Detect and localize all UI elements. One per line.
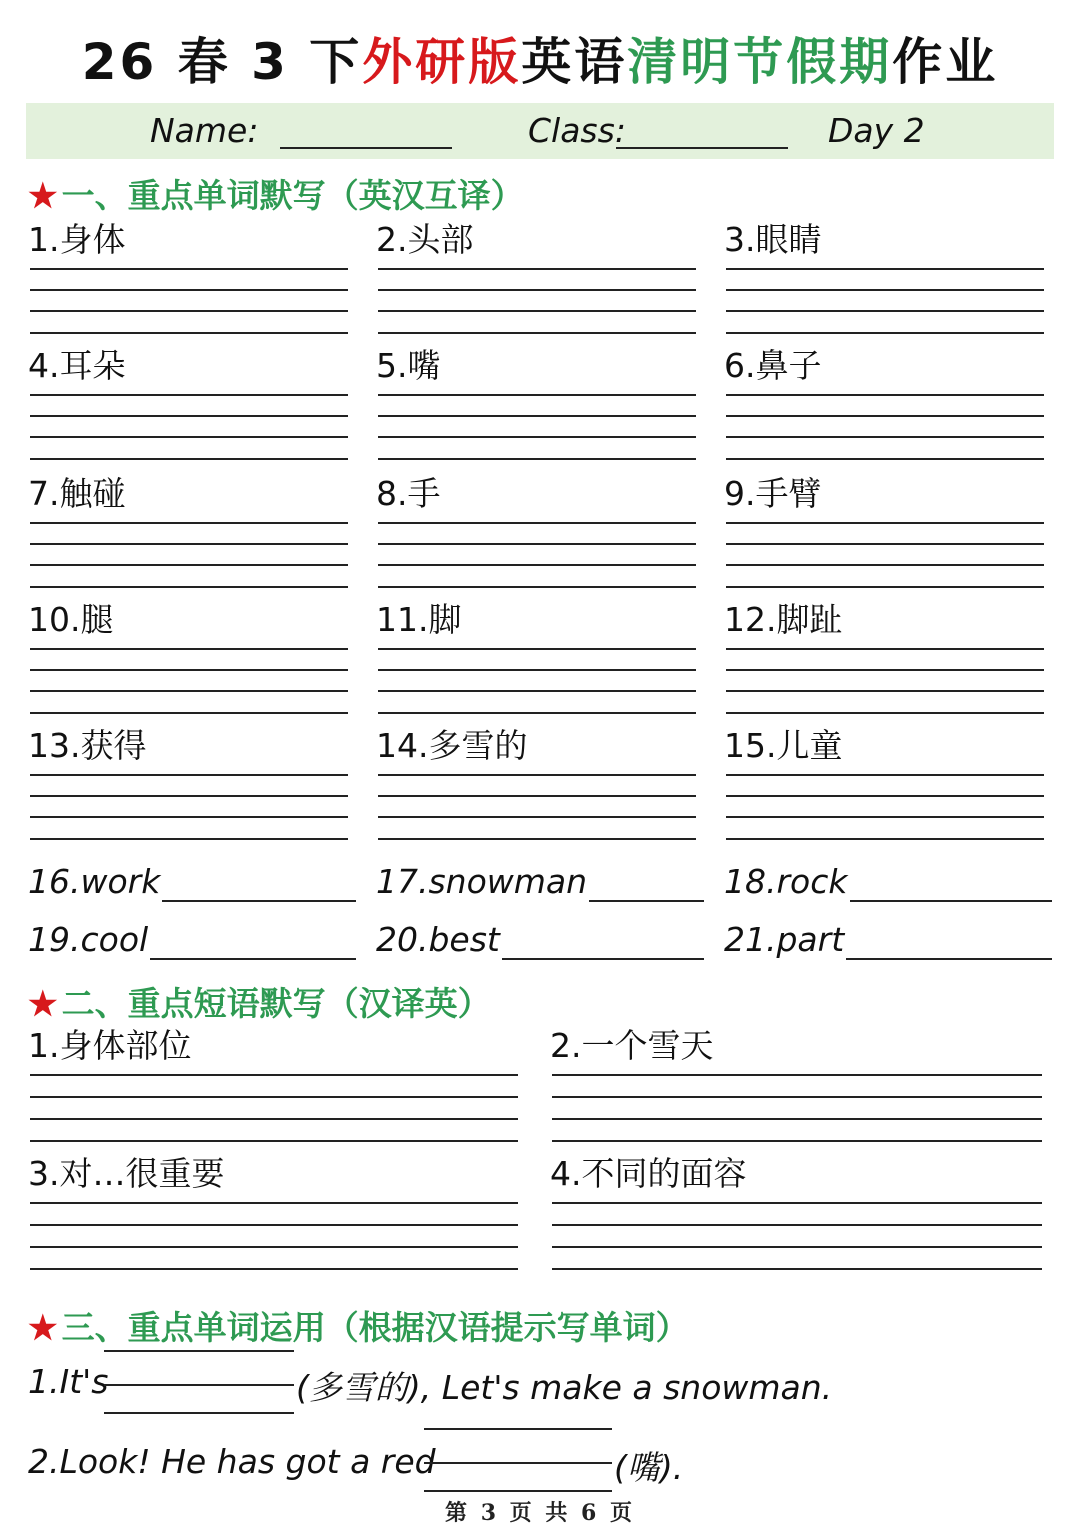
page-title bbox=[0, 22, 1080, 94]
answer-line[interactable] bbox=[424, 1490, 612, 1492]
title-part-holiday: 清明节假期 bbox=[627, 33, 893, 91]
answer-line[interactable] bbox=[30, 816, 348, 818]
star-icon: ★ bbox=[28, 1308, 58, 1347]
answer-line[interactable] bbox=[726, 458, 1044, 460]
word-prompt: 20.best bbox=[376, 920, 500, 959]
answer-line[interactable] bbox=[552, 1118, 1042, 1120]
word-prompt: 4.耳朵 bbox=[28, 346, 126, 385]
name-class-bar bbox=[26, 103, 1054, 159]
answer-line[interactable] bbox=[726, 436, 1044, 438]
sentence-2 bbox=[28, 1442, 436, 1481]
answer-line[interactable] bbox=[30, 838, 348, 840]
answer-line[interactable] bbox=[378, 394, 696, 396]
answer-line[interactable] bbox=[726, 838, 1044, 840]
answer-line[interactable] bbox=[378, 690, 696, 692]
answer-line[interactable] bbox=[378, 436, 696, 438]
word-prompt: 17.snowman bbox=[376, 862, 588, 901]
word-prompt: 5.嘴 bbox=[376, 346, 441, 385]
answer-line[interactable] bbox=[104, 1412, 294, 1414]
answer-line[interactable] bbox=[104, 1384, 294, 1386]
answer-line[interactable] bbox=[726, 648, 1044, 650]
answer-line[interactable] bbox=[726, 586, 1044, 588]
answer-line[interactable] bbox=[726, 310, 1044, 312]
word-prompt: 1.身体 bbox=[28, 220, 126, 259]
answer-line[interactable] bbox=[589, 900, 704, 902]
answer-line[interactable] bbox=[552, 1202, 1042, 1204]
phrase-prompt: 1.身体部位 bbox=[28, 1026, 192, 1065]
answer-line[interactable] bbox=[30, 522, 348, 524]
name-field[interactable] bbox=[280, 147, 452, 149]
sentence-1-after: (多雪的), Let's make a snowman. bbox=[296, 1368, 833, 1407]
answer-line[interactable] bbox=[30, 795, 348, 797]
answer-line[interactable] bbox=[726, 816, 1044, 818]
answer-line[interactable] bbox=[726, 289, 1044, 291]
star-icon: ★ bbox=[28, 984, 58, 1023]
star-icon: ★ bbox=[28, 176, 58, 215]
answer-line[interactable] bbox=[378, 564, 696, 566]
answer-line[interactable] bbox=[726, 543, 1044, 545]
answer-line[interactable] bbox=[30, 774, 348, 776]
answer-line[interactable] bbox=[726, 522, 1044, 524]
word-prompt: 12.脚趾 bbox=[724, 600, 843, 639]
section-2-heading bbox=[28, 978, 491, 1025]
section-3-heading bbox=[28, 1302, 689, 1349]
answer-line[interactable] bbox=[30, 712, 348, 714]
answer-line[interactable] bbox=[726, 774, 1044, 776]
answer-line[interactable] bbox=[726, 564, 1044, 566]
answer-line[interactable] bbox=[552, 1268, 1042, 1270]
word-prompt: 16.work bbox=[28, 862, 161, 901]
sentence-2-after: (嘴). bbox=[614, 1448, 684, 1487]
answer-line[interactable] bbox=[30, 1140, 518, 1142]
answer-line[interactable] bbox=[378, 795, 696, 797]
answer-line[interactable] bbox=[378, 774, 696, 776]
word-prompt: 15.儿童 bbox=[724, 726, 843, 765]
word-prompt: 19.cool bbox=[28, 920, 149, 959]
phrase-prompt: 4.不同的面容 bbox=[550, 1154, 747, 1193]
answer-line[interactable] bbox=[30, 1118, 518, 1120]
answer-line[interactable] bbox=[552, 1246, 1042, 1248]
title-part-homework: 作业 bbox=[892, 33, 999, 91]
answer-line[interactable] bbox=[30, 1224, 518, 1226]
answer-line[interactable] bbox=[378, 458, 696, 460]
section-1-title: 一、重点单词默写（英汉互译） bbox=[61, 176, 524, 215]
answer-line[interactable] bbox=[378, 310, 696, 312]
answer-line[interactable] bbox=[378, 648, 696, 650]
section-1-heading bbox=[28, 170, 524, 217]
sentence-2-before: 2.Look! He has got a red bbox=[28, 1442, 436, 1481]
answer-line[interactable] bbox=[30, 458, 348, 460]
sentence-1-before: 1.It's bbox=[28, 1362, 109, 1401]
word-prompt: 21.part bbox=[724, 920, 845, 959]
answer-line[interactable] bbox=[502, 958, 704, 960]
answer-line[interactable] bbox=[104, 1350, 294, 1352]
word-prompt: 11.脚 bbox=[376, 600, 462, 639]
word-prompt: 3.眼睛 bbox=[724, 220, 822, 259]
page-footer: 第 3 页 共 6 页 bbox=[445, 1500, 635, 1526]
word-prompt: 14.多雪的 bbox=[376, 726, 528, 765]
answer-line[interactable] bbox=[846, 958, 1052, 960]
answer-line[interactable] bbox=[378, 669, 696, 671]
answer-line[interactable] bbox=[30, 332, 348, 334]
section-2-title: 二、重点短语默写（汉译英） bbox=[61, 984, 491, 1023]
answer-line[interactable] bbox=[30, 543, 348, 545]
answer-line[interactable] bbox=[552, 1096, 1042, 1098]
answer-line[interactable] bbox=[378, 332, 696, 334]
answer-line[interactable] bbox=[30, 648, 348, 650]
answer-line[interactable] bbox=[30, 669, 348, 671]
answer-line[interactable] bbox=[726, 332, 1044, 334]
answer-line[interactable] bbox=[378, 712, 696, 714]
class-label: Class: bbox=[528, 111, 626, 150]
word-prompt: 2.头部 bbox=[376, 220, 474, 259]
answer-line[interactable] bbox=[726, 712, 1044, 714]
answer-line[interactable] bbox=[30, 564, 348, 566]
phrase-prompt: 2.一个雪天 bbox=[550, 1026, 714, 1065]
answer-line[interactable] bbox=[378, 289, 696, 291]
answer-line[interactable] bbox=[378, 816, 696, 818]
answer-line[interactable] bbox=[726, 669, 1044, 671]
word-prompt: 13.获得 bbox=[28, 726, 147, 765]
answer-line[interactable] bbox=[30, 1246, 518, 1248]
class-field[interactable] bbox=[616, 147, 788, 149]
answer-line[interactable] bbox=[726, 690, 1044, 692]
title-part-edition: 外研版 bbox=[362, 33, 522, 91]
answer-line[interactable] bbox=[30, 268, 348, 270]
word-prompt: 10.腿 bbox=[28, 600, 114, 639]
answer-line[interactable] bbox=[30, 289, 348, 291]
answer-line[interactable] bbox=[726, 795, 1044, 797]
answer-line[interactable] bbox=[552, 1224, 1042, 1226]
answer-line[interactable] bbox=[850, 900, 1052, 902]
answer-line[interactable] bbox=[552, 1140, 1042, 1142]
answer-line[interactable] bbox=[424, 1462, 612, 1464]
answer-line[interactable] bbox=[378, 522, 696, 524]
answer-line[interactable] bbox=[30, 1202, 518, 1204]
answer-line[interactable] bbox=[378, 838, 696, 840]
answer-line[interactable] bbox=[30, 690, 348, 692]
answer-line[interactable] bbox=[378, 415, 696, 417]
word-prompt: 8.手 bbox=[376, 474, 441, 513]
answer-line[interactable] bbox=[30, 1268, 518, 1270]
answer-line[interactable] bbox=[30, 415, 348, 417]
answer-line[interactable] bbox=[726, 415, 1044, 417]
answer-line[interactable] bbox=[552, 1074, 1042, 1076]
answer-line[interactable] bbox=[30, 1074, 518, 1076]
answer-line[interactable] bbox=[30, 310, 348, 312]
answer-line[interactable] bbox=[726, 268, 1044, 270]
answer-line[interactable] bbox=[378, 543, 696, 545]
day-label: Day 2 bbox=[828, 111, 925, 150]
word-prompt: 7.触碰 bbox=[28, 474, 126, 513]
answer-line[interactable] bbox=[378, 586, 696, 588]
answer-line[interactable] bbox=[30, 586, 348, 588]
sentence-1 bbox=[28, 1362, 108, 1401]
answer-line[interactable] bbox=[378, 268, 696, 270]
word-prompt: 6.鼻子 bbox=[724, 346, 822, 385]
word-prompt: 18.rock bbox=[724, 862, 848, 901]
title-part-grade: 26 春 3 下 bbox=[81, 33, 363, 91]
answer-line[interactable] bbox=[150, 958, 356, 960]
answer-line[interactable] bbox=[30, 394, 348, 396]
word-prompt: 9.手臂 bbox=[724, 474, 822, 513]
answer-line[interactable] bbox=[162, 900, 356, 902]
answer-line[interactable] bbox=[424, 1428, 612, 1430]
phrase-prompt: 3.对…很重要 bbox=[28, 1154, 225, 1193]
name-label: Name: bbox=[150, 111, 259, 150]
answer-line[interactable] bbox=[30, 1096, 518, 1098]
section-3-title: 三、重点单词运用（根据汉语提示写单词） bbox=[61, 1308, 689, 1347]
answer-line[interactable] bbox=[726, 394, 1044, 396]
answer-line[interactable] bbox=[30, 436, 348, 438]
title-part-subject: 英语 bbox=[521, 33, 628, 91]
